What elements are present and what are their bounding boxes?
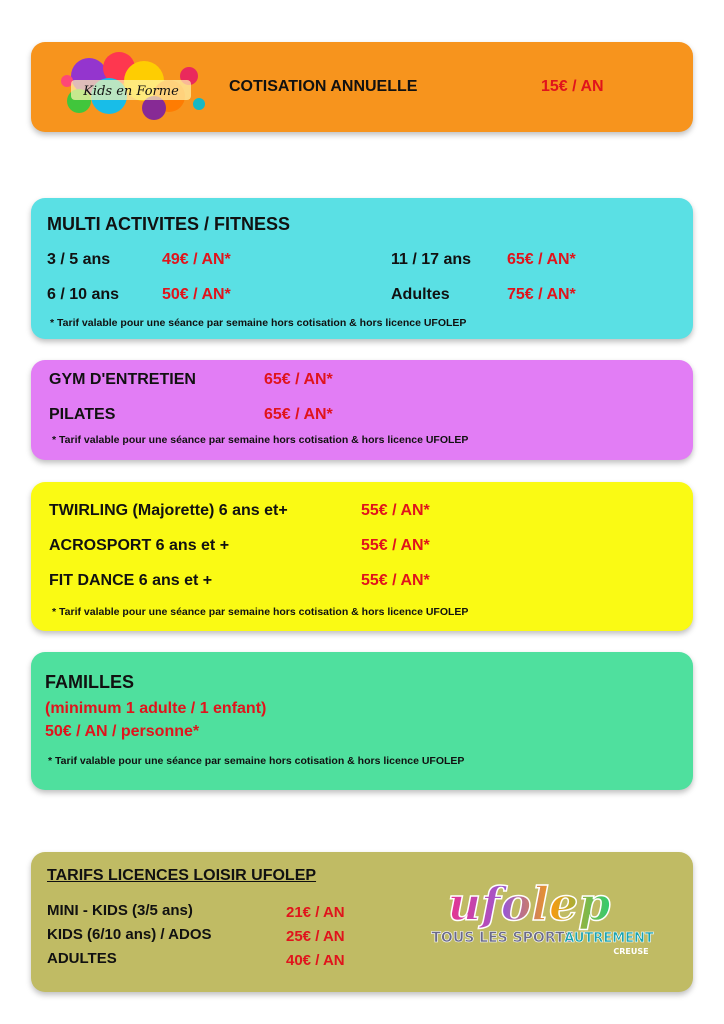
multi-title: MULTI ACTIVITES / FITNESS (47, 214, 290, 234)
multi-row-price: 50€ / AN* (162, 286, 231, 303)
licence-row-price: 21€ / AN (286, 904, 345, 921)
twirling-row-label: TWIRLING (Majorette) 6 ans et+ (49, 502, 288, 519)
multi-row-price: 65€ / AN* (507, 251, 576, 268)
familles-price: 50€ / AN / personne* (45, 723, 200, 740)
licence-row-label: ADULTES (47, 950, 117, 967)
licence-row-label: MINI - KIDS (3/5 ans) (47, 902, 193, 919)
twirling-card (31, 482, 693, 631)
licence-row-label: KIDS (6/10 ans) / ADOS (47, 926, 212, 943)
svg-text:ufolep: ufolep (447, 877, 611, 931)
gym-note: * Tarif valable pour une séance par semaine hors cotisation & hors licence UFOLEP (52, 434, 469, 446)
multi-row-label: Adultes (391, 286, 450, 303)
multi-row-label: 3 / 5 ans (47, 251, 111, 268)
twirling-row-price: 55€ / AN* (361, 537, 430, 554)
multi-row-label: 11 / 17 ans (391, 251, 472, 268)
svg-text:AUTREMENT: AUTREMENT (564, 931, 654, 946)
multi-note: * Tarif valable pour une séance par semaine hors cotisation & hors licence UFOLEP (50, 317, 467, 329)
twirling-row-label: ACROSPORT 6 ans et + (49, 537, 230, 554)
svg-text:Kids en Forme: Kids en Forme (83, 84, 179, 99)
svg-text:CREUSE: CREUSE (613, 947, 649, 956)
ufolep-logo (399, 872, 659, 972)
familles-note: * Tarif valable pour une séance par semaine hors cotisation & hors licence UFOLEP (48, 755, 465, 767)
familles-condition: (minimum 1 adulte / 1 enfant) (45, 700, 267, 717)
gym-row-label: PILATES (49, 406, 116, 423)
svg-text:TOUS LES SPORTS: TOUS LES SPORTS (431, 930, 575, 946)
multi-row-price: 75€ / AN* (507, 286, 576, 303)
licence-row-price: 25€ / AN (286, 928, 345, 945)
twirling-row-price: 55€ / AN* (361, 572, 430, 589)
multi-activites-card (31, 198, 693, 339)
familles-title: FAMILLES (45, 672, 134, 692)
gym-row-label: GYM D'ENTRETIEN (49, 371, 196, 388)
twirling-note: * Tarif valable pour une séance par semaine hors cotisation & hors licence UFOLEP (52, 606, 469, 618)
multi-row-price: 49€ / AN* (162, 251, 231, 268)
kids-en-forme-logo (49, 46, 209, 128)
cotisation-card (31, 42, 693, 132)
twirling-row-label: FIT DANCE 6 ans et + (49, 572, 213, 589)
familles-card (31, 652, 693, 790)
licences-title: TARIFS LICENCES LOISIR UFOLEP (47, 867, 317, 884)
gym-card (31, 360, 693, 460)
gym-row-price: 65€ / AN* (264, 371, 333, 388)
gym-row-price: 65€ / AN* (264, 406, 333, 423)
cotisation-price: 15€ / AN (541, 78, 604, 95)
cotisation-label: COTISATION ANNUELLE (229, 78, 418, 95)
licences-card (31, 852, 693, 992)
twirling-row-price: 55€ / AN* (361, 502, 430, 519)
licence-row-price: 40€ / AN (286, 952, 345, 969)
multi-row-label: 6 / 10 ans (47, 286, 120, 303)
